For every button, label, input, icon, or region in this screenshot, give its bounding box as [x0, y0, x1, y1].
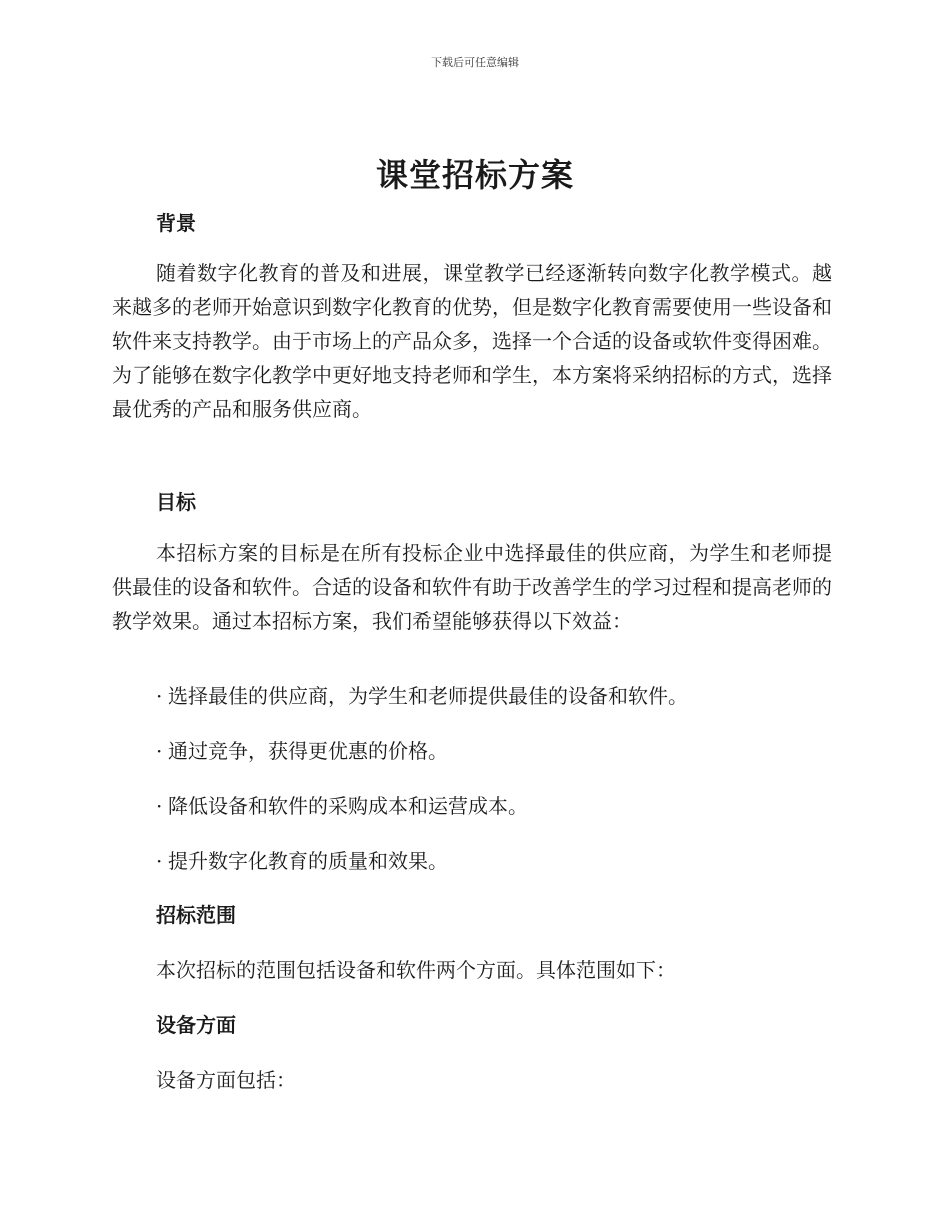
list-item	[156, 845, 448, 874]
list-item-text: 降低设备和软件的采购成本和运营成本。	[168, 794, 528, 818]
list-item	[156, 680, 688, 709]
background-paragraph: 随着数字化教育的普及和进展，课堂教学已经逐渐转向数字化教学模式。越来越多的老师开始意识到数字化教育的优势，但是数字化教育需要使用一些设备和软件来支持教学。由于市场上的产品众多，选择一个合适的设备或软件变得困难。为了能够在数字化教学中更好地支持老师和学生，本方案将采纳招标的方式，选择最优秀的产品和服务供应商。	[112, 261, 832, 421]
bullet-marker: ·	[156, 849, 163, 873]
bullet-marker: ·	[156, 739, 163, 763]
header-note: 下载后可任意编辑	[431, 56, 519, 69]
bullet-marker: ·	[156, 794, 163, 818]
section-heading-goal: 目标	[156, 490, 196, 514]
section-heading-equipment: 设备方面	[156, 1013, 236, 1037]
list-item-text: 通过竞争，获得更优惠的价格。	[168, 739, 448, 763]
section-heading-scope: 招标范围	[156, 903, 236, 927]
goal-paragraph: 本招标方案的目标是在所有投标企业中选择最佳的供应商，为学生和老师提供最佳的设备和软件。合适的设备和软件有助于改善学生的学习过程和提高老师的教学效果。通过本招标方案，我们希望能够获得以下效益：	[112, 541, 832, 633]
list-item	[156, 790, 528, 819]
list-item-text: 选择最佳的供应商，为学生和老师提供最佳的设备和软件。	[168, 684, 688, 708]
equipment-text: 设备方面包括：	[156, 1068, 296, 1092]
list-item	[156, 735, 448, 764]
scope-text: 本次招标的范围包括设备和软件两个方面。具体范围如下：	[156, 958, 676, 982]
bullet-marker: ·	[156, 684, 163, 708]
list-item-text: 提升数字化教育的质量和效果。	[168, 849, 448, 873]
section-heading-background: 背景	[156, 211, 196, 235]
document-title: 课堂招标方案	[375, 156, 574, 194]
